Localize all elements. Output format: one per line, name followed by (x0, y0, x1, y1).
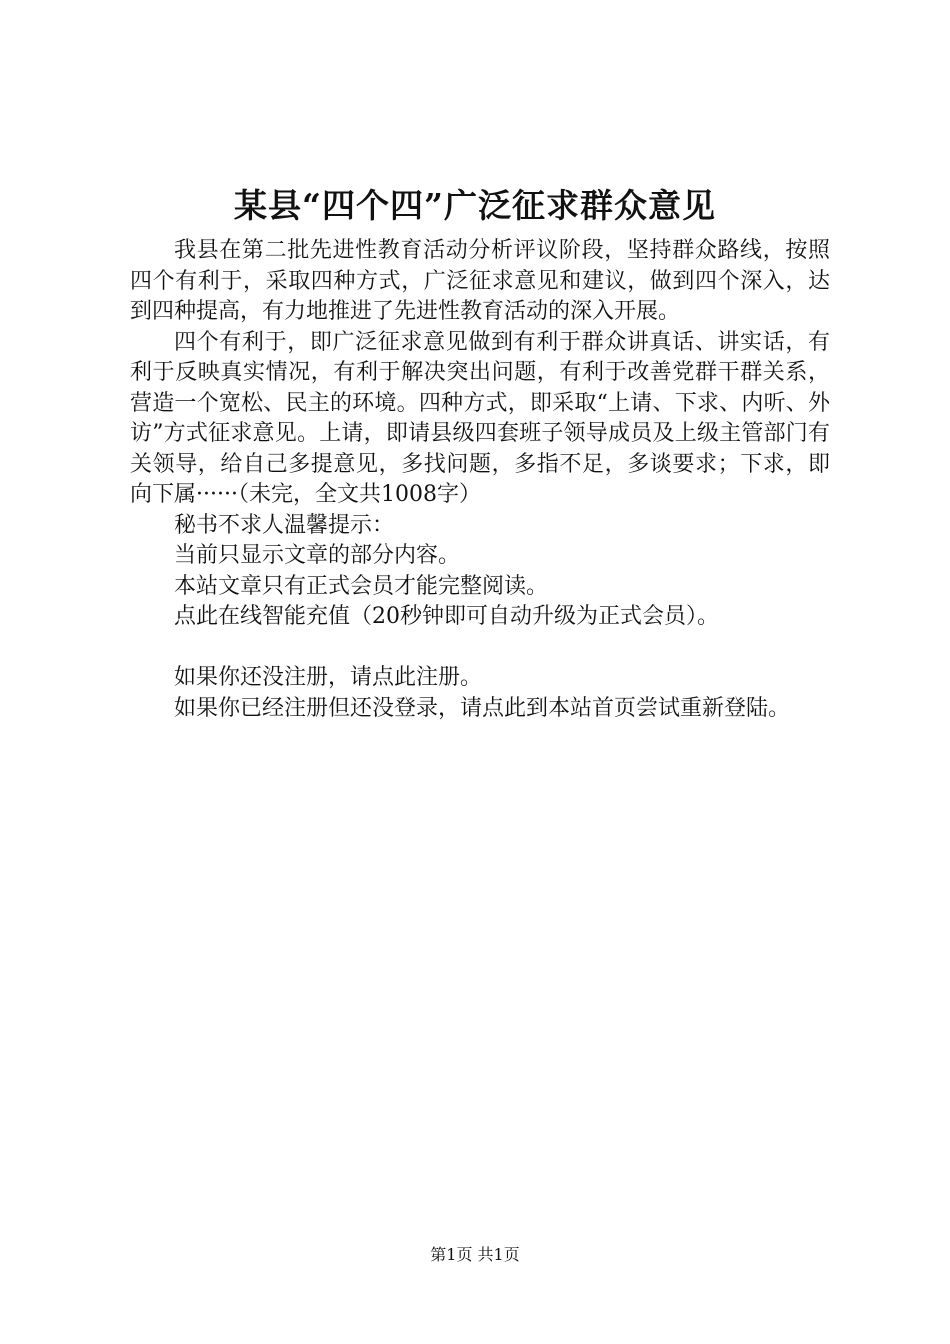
recharge-link[interactable]: 点此在线智能充值（20秒钟即可自动升级为正式会员）。 (174, 604, 719, 629)
notice-members-only: 本站文章只有正式会员才能完整阅读。 (174, 573, 549, 599)
recharge-line (130, 602, 830, 633)
notice-heading: 秘书不求人温馨提示： (174, 512, 395, 538)
register-link[interactable]: 如果你还没注册，请点此注册。 (174, 665, 483, 690)
document-body (130, 236, 830, 724)
page-footer: 第1页 共1页 (430, 1245, 520, 1264)
paragraph-four-benefits: 四个有利于，即广泛征求意见做到有利于群众讲真话、讲实话，有利于反映真实情况，有利于解决突出问题，有利于改善党群干群关系，营造一个宽松、民主的环境。四种方式，即采取“上请、下求、内听、外访”方式征求意见。上请，即请县级四套班子领导成员及上级主管部门有关领导，给自己多提意见，多找问题，多指不足，多谈要求；下求，即向下属······（未完，全文共1008字） (130, 329, 830, 507)
notice-partial-content: 当前只显示文章的部分内容。 (174, 543, 461, 568)
paragraph-intro: 我县在第二批先进性教育活动分析评议阶段，坚持群众路线，按照四个有利于，采取四种方式，广泛征求意见和建议，做到四个深入，达到四种提高，有力地推进了先进性教育活动的深入开展。 (130, 238, 830, 324)
document-title: 某县“四个四”广泛征求群众意见 (234, 186, 716, 225)
spacer (130, 633, 830, 664)
login-link[interactable]: 如果你已经注册但还没登录，请点此到本站首页尝试重新登陆。 (174, 695, 791, 721)
register-line (130, 663, 830, 694)
login-line (130, 694, 830, 725)
